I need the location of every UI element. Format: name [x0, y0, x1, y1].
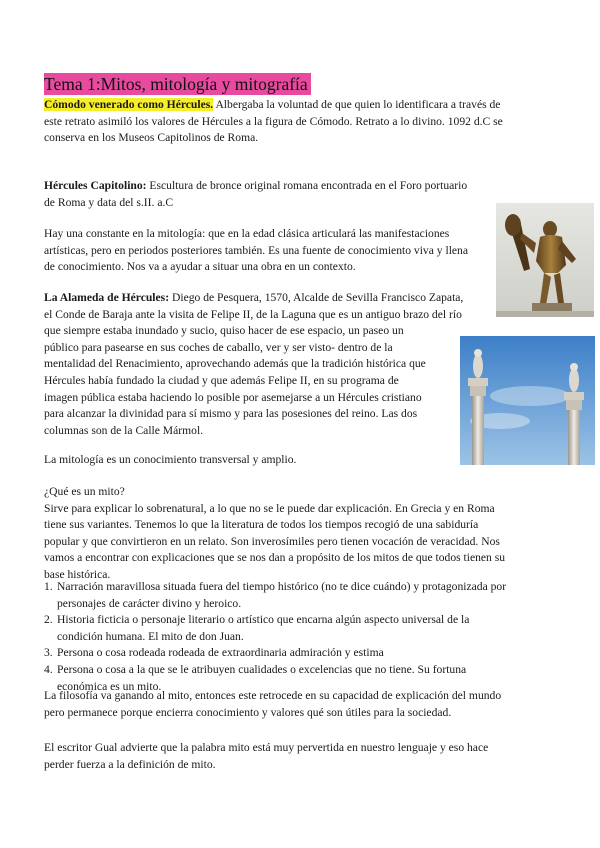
list-item [44, 645, 564, 662]
hercules-capitolino-photo [496, 203, 594, 317]
constant-paragraph [44, 226, 468, 276]
myth-line: vamos a encontrar con explicaciones que se nos dan a propósito de los mitos de que todos tienen su [44, 551, 506, 565]
alameda-line: mentalidad del Renacimiento, aprovechando además que la tradición histórica que [44, 357, 426, 371]
gual-paragraph [44, 740, 488, 773]
gual-line: perder fuerza a la definición de mito. [44, 757, 216, 771]
commodus-line: este retrato asimiló los valores de Hércules a la figura de Cómodo. Retrato a lo divino. 1092 d.C se [44, 114, 503, 128]
list-line: condición humana. El mito de don Juan. [57, 629, 244, 643]
philosophy-line: pero permanece porque encierra conocimiento y valores qué son útiles para la sociedad. [44, 705, 452, 719]
alameda-line: público para pasearse en sus coches de caballo, ver y ser visto- dentro de la [44, 340, 393, 354]
list-number: 4. [44, 662, 53, 676]
myth-line: tiene sus variantes. Tenemos lo que la literatura de todos los tiempos recogió de una sabiduría [44, 518, 479, 532]
capitolino-term: Hércules Capitolino: [44, 179, 147, 192]
myth-question: ¿Qué es un mito? [44, 485, 125, 498]
list-number: 2. [44, 613, 53, 627]
commodus-term: Cómodo venerado como Hércules. [44, 98, 214, 111]
list-line: Persona o cosa rodeada rodeada de extraordinaria admiración y estima [57, 646, 384, 660]
alameda-columns-photo [460, 336, 595, 465]
commodus-line: conserva en los Museos Capitolinos de Roma. [44, 131, 259, 145]
list-line: económica es un mito. [57, 679, 162, 693]
list-item [44, 579, 564, 612]
alameda-line: Diego de Pesquera, 1570, Alcalde de Sevilla Francisco Zapata, [171, 291, 464, 304]
commodus-line: Albergaba la voluntad de que quien lo identificara a través de [215, 98, 501, 111]
capitolino-line: de Roma y data del s.II. a.C [44, 195, 174, 209]
alameda-term: La Alameda de Hércules: [44, 291, 170, 304]
list-line: Narración maravillosa situada fuera del tiempo histórico (no te dice cuándo) y protagonizada por [57, 580, 507, 593]
alameda-line: Hércules había fundado la ciudad y que además Felipe II, en su programa de [44, 373, 399, 387]
capitolino-paragraph [44, 178, 467, 211]
definition-list [44, 579, 564, 695]
commodus-paragraph [44, 97, 503, 147]
philosophy-line: La filosofía va ganando al mito, entonces este retrocede en su capacidad de explicación del mundo [44, 689, 502, 702]
alameda-line: el Conde de Baraja ante la visita de Felipe II, de la Laguna que es un antiguo brazo del río [44, 307, 462, 321]
capitolino-line: Escultura de bronce original romana encontrada en el Foro portuario [149, 179, 468, 192]
myth-paragraph [44, 484, 505, 584]
philosophy-paragraph [44, 688, 501, 721]
myth-line: base histórica. [44, 567, 111, 581]
list-line: Historia ficticia o personaje literario o artístico que encarna algún aspecto universal de la [57, 613, 470, 627]
alameda-paragraph [44, 290, 463, 439]
myth-line: popular y que convirtieron en un relato. Son inverosímiles pero tienen vocación de veracidad. Nos [44, 534, 500, 548]
list-line: personajes de carácter divino y heroico. [57, 596, 242, 610]
list-number: 1. [44, 580, 53, 593]
alameda-line: imagen pública estaba haciendo lo posible por asemejarse a un Hércules cristiano [44, 390, 422, 404]
constant-line: de conocimiento. Nos va a ayudar a situar una obra en un contexto. [44, 260, 356, 274]
page-title: Tema 1:Mitos, mitología y mitografía [44, 73, 311, 95]
myth-line: Sirve para explicar lo sobrenatural, a lo que no se le puede dar explicación. En Grecia y en Roma [44, 501, 495, 515]
list-line: Persona o cosa a la que se le atribuyen cualidades o excelencias que no tiene. Su fortuna [57, 662, 467, 676]
constant-line: Hay una constante en la mitología: que en la edad clásica articulará las manifestaciones [44, 227, 450, 240]
alameda-line: para alcanzar la divinidad para sí mismo y para las posesiones del reino. Las dos [44, 407, 418, 421]
list-number: 3. [44, 646, 53, 660]
list-item [44, 612, 564, 645]
transversal-paragraph: La mitología es un conocimiento transversal y amplio. [44, 453, 297, 466]
alameda-line: que siempre estaba inundado y sucio, quiso hacer de ese espacio, un paseo un [44, 324, 404, 338]
gual-line: El escritor Gual advierte que la palabra mito está muy pervertida en nuestro lenguaje y eso hace [44, 741, 489, 754]
alameda-line: columnas son de la Calle Mármol. [44, 423, 204, 437]
constant-line: artísticas, pero en periodos posteriores también. Es una fuente de conocimiento viva y llena [44, 243, 469, 257]
